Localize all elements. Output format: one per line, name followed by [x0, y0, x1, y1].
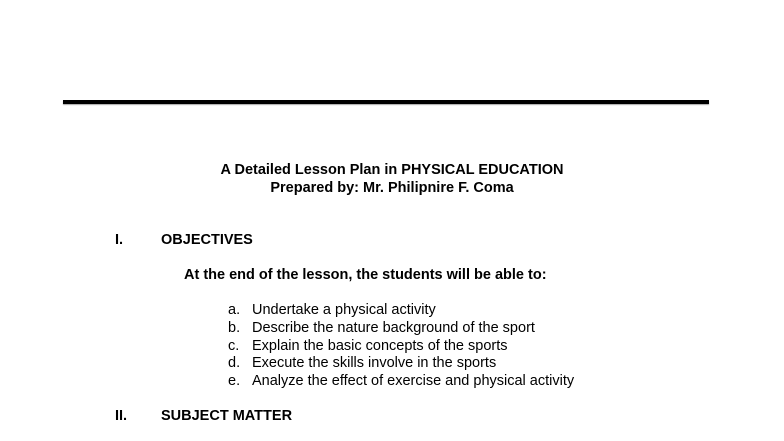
list-marker: d.	[228, 355, 241, 372]
section-number-subject-matter: II.	[115, 408, 128, 424]
list-marker: c.	[228, 337, 240, 354]
objectives-intro: At the end of the lesson, the students will be able to:	[184, 267, 547, 283]
list-item	[228, 302, 574, 320]
header-rule	[63, 100, 709, 104]
list-item-text: Describe the nature background of the sport	[252, 319, 535, 336]
section-number-objectives: I.	[115, 232, 124, 248]
list-item-text: Explain the basic concepts of the sports	[252, 337, 508, 354]
list-marker: e.	[228, 373, 241, 390]
list-item-text: Undertake a physical activity	[252, 302, 436, 318]
list-item-text: Analyze the effect of exercise and physical activity	[252, 373, 575, 390]
prepared-by: Prepared by: Mr. Philipnire F. Coma	[270, 180, 514, 196]
list-marker: a.	[228, 302, 241, 318]
list-item	[228, 373, 574, 391]
list-item-text: Execute the skills involve in the sports	[252, 355, 497, 372]
section-title-subject-matter: SUBJECT MATTER	[161, 408, 293, 424]
list-item	[228, 338, 574, 356]
list-item	[228, 355, 574, 373]
objectives-list	[228, 302, 574, 391]
list-marker: b.	[228, 319, 241, 336]
document-title: A Detailed Lesson Plan in PHYSICAL EDUCATION	[220, 162, 564, 178]
section-title-objectives: OBJECTIVES	[161, 232, 253, 248]
list-item	[228, 320, 574, 338]
